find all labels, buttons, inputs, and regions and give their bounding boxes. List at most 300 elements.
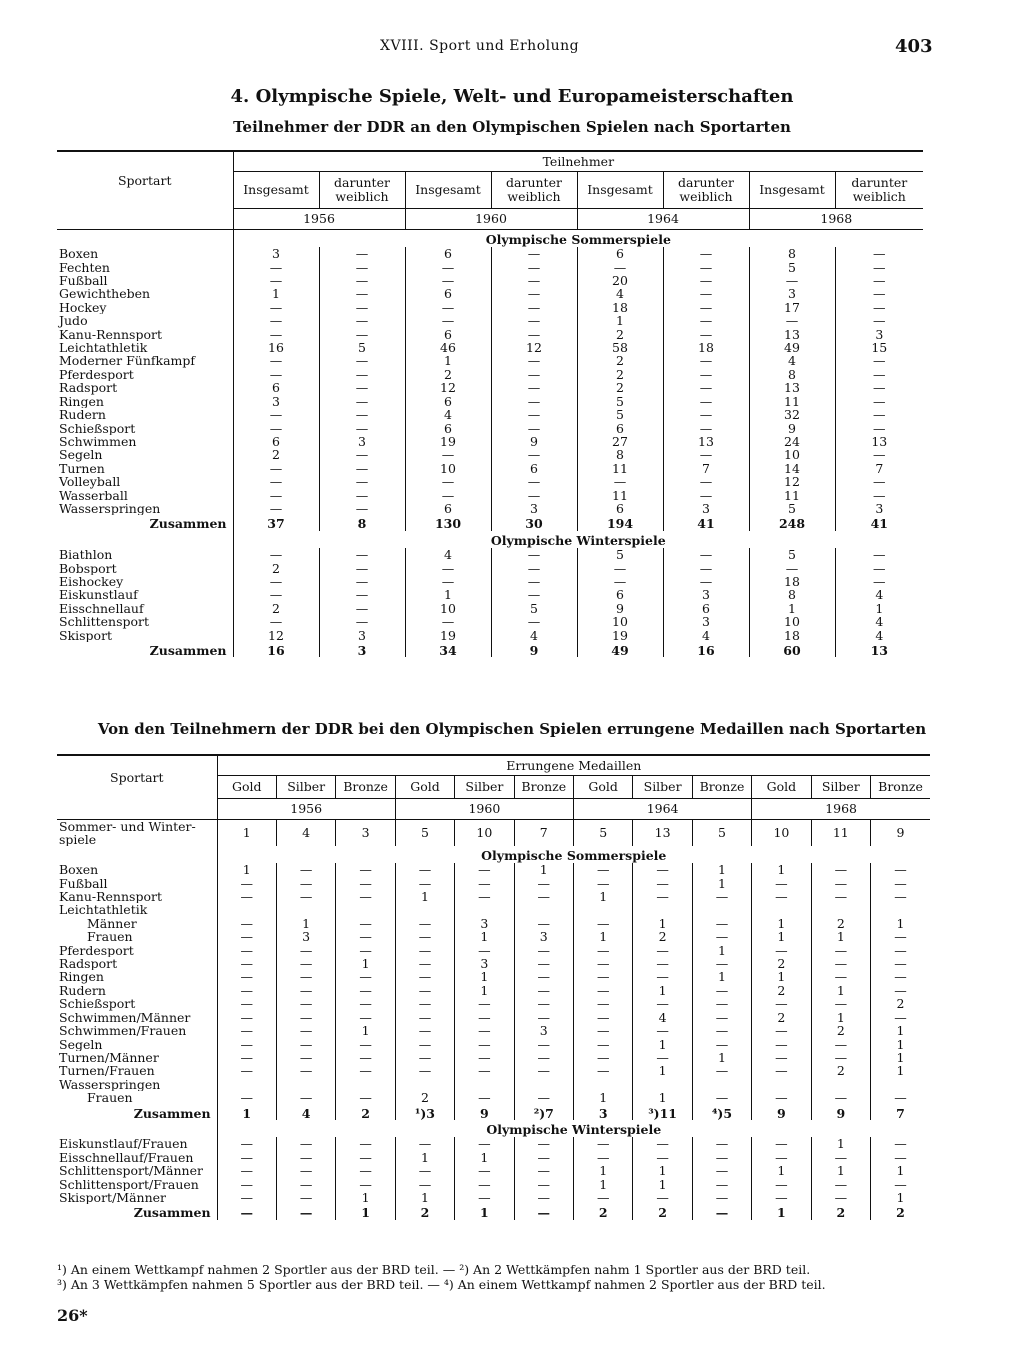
value-cell: 4 xyxy=(633,1011,692,1024)
value-cell: — xyxy=(319,261,405,274)
value-cell: — xyxy=(752,1024,811,1037)
value-cell: 16 xyxy=(233,341,319,354)
value-cell: — xyxy=(336,1051,395,1064)
value-cell: — xyxy=(871,957,930,970)
value-cell: 8 xyxy=(749,247,835,260)
value-cell: — xyxy=(491,422,577,435)
value-cell: 1 xyxy=(633,1064,692,1077)
total-label: Zusammen xyxy=(133,1205,211,1220)
total-cell: 13 xyxy=(835,642,923,657)
value-cell: 5 xyxy=(577,408,663,421)
value-cell: — xyxy=(455,1137,514,1150)
value-cell: 1 xyxy=(276,917,335,930)
value-cell: — xyxy=(871,944,930,957)
row-label: Skisport/Männer xyxy=(59,1190,167,1205)
spacer xyxy=(57,531,233,548)
table-row xyxy=(57,588,923,601)
value-cell: — xyxy=(336,1164,395,1177)
value-cell: — xyxy=(811,997,870,1010)
section-row xyxy=(57,229,923,247)
total-label: Zusammen xyxy=(149,516,227,531)
value-cell xyxy=(395,903,454,916)
table-row xyxy=(57,328,923,341)
value-cell: — xyxy=(692,984,751,997)
value-cell: 2 xyxy=(752,957,811,970)
value-cell: — xyxy=(871,930,930,943)
value-cell: — xyxy=(573,984,632,997)
value-cell: 12 xyxy=(405,381,491,394)
total-cell: 34 xyxy=(405,642,491,657)
total-cell: 9 xyxy=(455,1105,514,1120)
value-cell: — xyxy=(633,1191,692,1204)
running-header xyxy=(0,38,1024,58)
value-cell: 5 xyxy=(749,502,835,515)
value-cell: 1 xyxy=(577,314,663,327)
value-cell: — xyxy=(319,588,405,601)
value-cell: — xyxy=(491,475,577,488)
value-cell: — xyxy=(491,261,577,274)
value-cell: 9 xyxy=(577,602,663,615)
total-cell: 8 xyxy=(319,515,405,530)
value-cell: — xyxy=(217,957,276,970)
value-cell: — xyxy=(514,877,573,890)
table-row xyxy=(57,1178,930,1191)
value-cell: 6 xyxy=(233,381,319,394)
value-cell: 4 xyxy=(405,408,491,421)
value-cell: — xyxy=(573,1024,632,1037)
value-cell: 3 xyxy=(514,1024,573,1037)
value-cell: — xyxy=(663,261,749,274)
value-cell: — xyxy=(663,562,749,575)
row-label: Wasserball xyxy=(59,488,128,502)
value-cell: — xyxy=(514,1151,573,1164)
value-cell: — xyxy=(276,863,335,876)
value-cell: — xyxy=(663,475,749,488)
table-row xyxy=(57,422,923,435)
value-cell: — xyxy=(217,970,276,983)
table-row xyxy=(57,1051,930,1064)
total-cell: ⁴)5 xyxy=(692,1105,751,1120)
value-cell: — xyxy=(395,863,454,876)
value-cell: — xyxy=(395,1137,454,1150)
total-cell: 1 xyxy=(455,1204,514,1219)
subheader-cell: Insgesamt xyxy=(749,172,835,209)
value-cell: — xyxy=(692,997,751,1010)
value-cell: — xyxy=(455,1051,514,1064)
value-cell: — xyxy=(514,1011,573,1024)
value-cell: 1 xyxy=(752,1164,811,1177)
value-cell: — xyxy=(491,588,577,601)
total-cell: 5 xyxy=(692,819,751,846)
value-cell: — xyxy=(395,1178,454,1191)
value-cell: — xyxy=(395,984,454,997)
row-label: Rudern xyxy=(59,983,106,998)
value-cell: — xyxy=(577,475,663,488)
value-cell: — xyxy=(573,1137,632,1150)
value-cell: — xyxy=(663,354,749,367)
value-cell: — xyxy=(663,548,749,561)
value-cell: — xyxy=(405,562,491,575)
value-cell: — xyxy=(633,957,692,970)
table-row xyxy=(57,1038,930,1051)
value-cell: — xyxy=(455,1091,514,1104)
value-cell: 58 xyxy=(577,341,663,354)
value-cell: — xyxy=(663,422,749,435)
value-cell: — xyxy=(217,1191,276,1204)
table-row xyxy=(57,261,923,274)
value-cell xyxy=(573,903,632,916)
header-row xyxy=(57,755,930,776)
value-cell: — xyxy=(276,1038,335,1051)
value-cell: — xyxy=(319,381,405,394)
value-cell: — xyxy=(217,890,276,903)
value-cell: 4 xyxy=(663,629,749,642)
value-cell: 2 xyxy=(811,1024,870,1037)
value-cell xyxy=(692,1078,751,1091)
value-cell: — xyxy=(217,1051,276,1064)
value-cell: — xyxy=(336,997,395,1010)
value-cell: — xyxy=(491,381,577,394)
value-cell: — xyxy=(514,1137,573,1150)
value-cell: 3 xyxy=(663,502,749,515)
value-cell: — xyxy=(217,877,276,890)
value-cell: 4 xyxy=(835,629,923,642)
value-cell: 7 xyxy=(663,462,749,475)
row-label: Eiskunstlauf xyxy=(59,588,138,602)
value-cell: 3 xyxy=(663,615,749,628)
value-cell: — xyxy=(491,368,577,381)
value-cell: — xyxy=(633,944,692,957)
section-label: Olympische Sommerspiele xyxy=(233,229,923,247)
value-cell: — xyxy=(319,368,405,381)
row-label: Schlittensport/Frauen xyxy=(59,1177,199,1191)
value-cell: 1 xyxy=(233,287,319,300)
value-cell: — xyxy=(835,301,923,314)
value-cell: 1 xyxy=(573,1091,632,1104)
value-cell: — xyxy=(217,1011,276,1024)
value-cell: — xyxy=(692,1091,751,1104)
value-cell: — xyxy=(692,1164,751,1177)
value-cell: — xyxy=(573,1051,632,1064)
value-cell: 24 xyxy=(749,435,835,448)
table-row xyxy=(57,863,930,876)
value-cell: — xyxy=(692,1191,751,1204)
value-cell: — xyxy=(491,328,577,341)
value-cell: — xyxy=(217,997,276,1010)
value-cell: 1 xyxy=(217,863,276,876)
value-cell: — xyxy=(233,328,319,341)
value-cell: — xyxy=(514,957,573,970)
value-cell: — xyxy=(276,1137,335,1150)
total-cell: 1 xyxy=(217,819,276,846)
value-cell: — xyxy=(692,1011,751,1024)
value-cell: 32 xyxy=(749,408,835,421)
value-cell: — xyxy=(663,287,749,300)
value-cell: — xyxy=(233,408,319,421)
table-row xyxy=(57,615,923,628)
value-cell: — xyxy=(276,1051,335,1064)
value-cell: — xyxy=(319,615,405,628)
value-cell: — xyxy=(573,997,632,1010)
row-label: Pferdesport xyxy=(59,943,134,958)
value-cell: 1 xyxy=(633,917,692,930)
value-cell: 14 xyxy=(749,462,835,475)
value-cell: — xyxy=(663,314,749,327)
table-row xyxy=(57,502,923,515)
value-cell: — xyxy=(633,890,692,903)
value-cell: — xyxy=(276,1024,335,1037)
value-cell: — xyxy=(871,1178,930,1191)
value-cell: 6 xyxy=(405,502,491,515)
value-cell xyxy=(811,1078,870,1091)
total-cell: 4 xyxy=(276,1105,335,1120)
value-cell: 1 xyxy=(811,1011,870,1024)
total-cell: ³)11 xyxy=(633,1105,692,1120)
subheader-cell: darunter weiblich xyxy=(835,172,923,209)
table-row xyxy=(57,1011,930,1024)
row-label: Fußball xyxy=(59,876,108,891)
value-cell: 6 xyxy=(577,588,663,601)
value-cell: — xyxy=(871,877,930,890)
row-label: Frauen xyxy=(87,930,133,944)
value-cell: — xyxy=(217,944,276,957)
table-row xyxy=(57,435,923,448)
value-cell: — xyxy=(217,1038,276,1051)
value-cell: 6 xyxy=(663,602,749,615)
value-cell: 11 xyxy=(577,489,663,502)
table-row xyxy=(57,274,923,287)
value-cell: — xyxy=(749,274,835,287)
value-cell: — xyxy=(319,502,405,515)
value-cell: 2 xyxy=(871,997,930,1010)
value-cell: — xyxy=(752,1091,811,1104)
value-cell: 1 xyxy=(835,602,923,615)
year-cell: 1964 xyxy=(577,209,749,229)
subheader-cell: Insgesamt xyxy=(405,172,491,209)
section-label: Olympische Sommerspiele xyxy=(217,846,930,863)
value-cell: 5 xyxy=(577,395,663,408)
footnote-line: ³) An 3 Wettkämpfen nahmen 5 Sportler aus der BRD teil. — ⁴) An einem Wettkampf nahmen 2 Sportler aus der BRD teil. xyxy=(57,1277,826,1292)
value-cell: 6 xyxy=(577,247,663,260)
subheader-cell: Insgesamt xyxy=(233,172,319,209)
value-cell: 11 xyxy=(577,462,663,475)
value-cell: — xyxy=(455,890,514,903)
value-cell: 46 xyxy=(405,341,491,354)
value-cell: — xyxy=(405,575,491,588)
value-cell: — xyxy=(455,997,514,1010)
value-cell: — xyxy=(491,562,577,575)
value-cell: 1 xyxy=(395,890,454,903)
value-cell: — xyxy=(217,1064,276,1077)
value-cell: 1 xyxy=(871,1024,930,1037)
value-cell: — xyxy=(276,970,335,983)
total-cell: 1 xyxy=(752,1204,811,1219)
value-cell: — xyxy=(692,1024,751,1037)
row-label: Boxen xyxy=(59,247,99,261)
value-cell: — xyxy=(455,1064,514,1077)
table-row xyxy=(57,548,923,561)
value-cell: 1 xyxy=(455,1151,514,1164)
total-cell: 2 xyxy=(336,1105,395,1120)
section-label: Olympische Winterspiele xyxy=(233,531,923,548)
row-label: Pferdesport xyxy=(59,367,134,382)
total-cell: 30 xyxy=(491,515,577,530)
value-cell: 9 xyxy=(749,422,835,435)
value-cell: — xyxy=(811,944,870,957)
subheader-cell: Silber xyxy=(455,776,514,799)
value-cell: 2 xyxy=(633,930,692,943)
value-cell: — xyxy=(663,448,749,461)
total-cell: 10 xyxy=(455,819,514,846)
value-cell: — xyxy=(405,301,491,314)
value-cell: 2 xyxy=(752,984,811,997)
value-cell: — xyxy=(395,957,454,970)
total-cell: 13 xyxy=(633,819,692,846)
value-cell: — xyxy=(633,970,692,983)
value-cell xyxy=(752,903,811,916)
value-cell: — xyxy=(514,944,573,957)
value-cell: — xyxy=(491,247,577,260)
total-cell: 248 xyxy=(749,515,835,530)
table-row xyxy=(57,1024,930,1037)
row-label: Turnen xyxy=(59,461,105,476)
row-label: Schießsport xyxy=(59,997,136,1011)
value-cell: 7 xyxy=(835,462,923,475)
value-cell: — xyxy=(514,1178,573,1191)
value-cell: — xyxy=(217,1137,276,1150)
total-cell: — xyxy=(276,1204,335,1219)
table-row xyxy=(57,301,923,314)
value-cell: — xyxy=(811,1091,870,1104)
value-cell: 4 xyxy=(405,548,491,561)
value-cell: — xyxy=(395,1011,454,1024)
value-cell xyxy=(276,1078,335,1091)
value-cell: 2 xyxy=(233,562,319,575)
value-cell: 1 xyxy=(633,1038,692,1051)
value-cell: — xyxy=(752,877,811,890)
value-cell: 2 xyxy=(577,354,663,367)
total-cell: 2 xyxy=(633,1204,692,1219)
subheader-cell: Bronze xyxy=(871,776,930,799)
value-cell: — xyxy=(336,984,395,997)
years-row xyxy=(57,799,930,819)
value-cell: 1 xyxy=(871,917,930,930)
value-cell: 2 xyxy=(233,448,319,461)
value-cell: 1 xyxy=(871,1191,930,1204)
value-cell: — xyxy=(577,562,663,575)
value-cell: 4 xyxy=(835,588,923,601)
value-cell: — xyxy=(871,863,930,876)
total-cell: 41 xyxy=(835,515,923,530)
table-row xyxy=(57,917,930,930)
value-cell: — xyxy=(491,287,577,300)
row-label: Skisport xyxy=(59,628,113,642)
spacer xyxy=(57,846,217,863)
value-cell: — xyxy=(663,489,749,502)
group-label: Teilnehmer xyxy=(233,151,923,172)
value-cell: — xyxy=(811,1191,870,1204)
value-cell: — xyxy=(633,1151,692,1164)
value-cell: — xyxy=(405,274,491,287)
table-row xyxy=(57,1164,930,1177)
value-cell: — xyxy=(319,562,405,575)
value-cell: — xyxy=(835,247,923,260)
value-cell: — xyxy=(811,1051,870,1064)
value-cell: — xyxy=(514,917,573,930)
value-cell: — xyxy=(514,890,573,903)
value-cell: — xyxy=(835,395,923,408)
value-cell: 1 xyxy=(336,1024,395,1037)
value-cell: 4 xyxy=(577,287,663,300)
table-row xyxy=(57,903,930,916)
table-row xyxy=(57,877,930,890)
value-cell: 3 xyxy=(514,930,573,943)
value-cell: — xyxy=(319,274,405,287)
value-cell: — xyxy=(491,395,577,408)
value-cell: — xyxy=(319,602,405,615)
row-label: Wasserspringen xyxy=(59,501,161,516)
value-cell: 3 xyxy=(455,957,514,970)
value-cell xyxy=(336,903,395,916)
subheader-cell: Gold xyxy=(573,776,632,799)
row-label: Sommer- und Winter-spiele xyxy=(59,819,196,846)
value-cell: — xyxy=(336,877,395,890)
value-cell: — xyxy=(491,548,577,561)
table-row xyxy=(57,970,930,983)
value-cell: — xyxy=(835,422,923,435)
value-cell: 2 xyxy=(577,328,663,341)
value-cell: — xyxy=(405,615,491,628)
value-cell: 1 xyxy=(455,984,514,997)
table-row xyxy=(57,629,923,642)
value-cell: — xyxy=(233,301,319,314)
value-cell: — xyxy=(455,944,514,957)
value-cell: — xyxy=(573,944,632,957)
value-cell: — xyxy=(491,314,577,327)
value-cell: 17 xyxy=(749,301,835,314)
value-cell: 12 xyxy=(749,475,835,488)
value-cell: — xyxy=(336,1178,395,1191)
row-label: Boxen xyxy=(59,863,99,877)
value-cell: — xyxy=(455,1178,514,1191)
footnote-line: ¹) An einem Wettkampf nahmen 2 Sportler aus der BRD teil. — ²) An 2 Wettkämpfen nahm 1 Sportler aus der BRD teil. xyxy=(57,1262,811,1277)
table-row xyxy=(57,462,923,475)
value-cell: — xyxy=(835,261,923,274)
value-cell: — xyxy=(871,890,930,903)
total-cell: 3 xyxy=(573,1105,632,1120)
value-cell: — xyxy=(491,408,577,421)
value-cell: — xyxy=(455,1191,514,1204)
total-cell: 11 xyxy=(811,819,870,846)
value-cell: 10 xyxy=(749,448,835,461)
total-cell: 7 xyxy=(514,819,573,846)
row-label: Wasserspringen xyxy=(59,1077,161,1092)
value-cell: — xyxy=(336,1137,395,1150)
value-cell: — xyxy=(336,890,395,903)
row-label: Eiskunstlauf/Frauen xyxy=(59,1137,188,1151)
row-label: Kanu-Rennsport xyxy=(59,890,162,904)
value-cell: — xyxy=(835,408,923,421)
value-cell: 1 xyxy=(692,863,751,876)
value-cell: — xyxy=(336,917,395,930)
value-cell: 13 xyxy=(663,435,749,448)
total-cell: 3 xyxy=(319,642,405,657)
value-cell: — xyxy=(395,997,454,1010)
table1-title: Teilnehmer der DDR an den Olympischen Spielen nach Sportarten xyxy=(233,118,791,136)
total-cell: 1 xyxy=(217,1105,276,1120)
value-cell: — xyxy=(633,997,692,1010)
value-cell: 5 xyxy=(749,261,835,274)
